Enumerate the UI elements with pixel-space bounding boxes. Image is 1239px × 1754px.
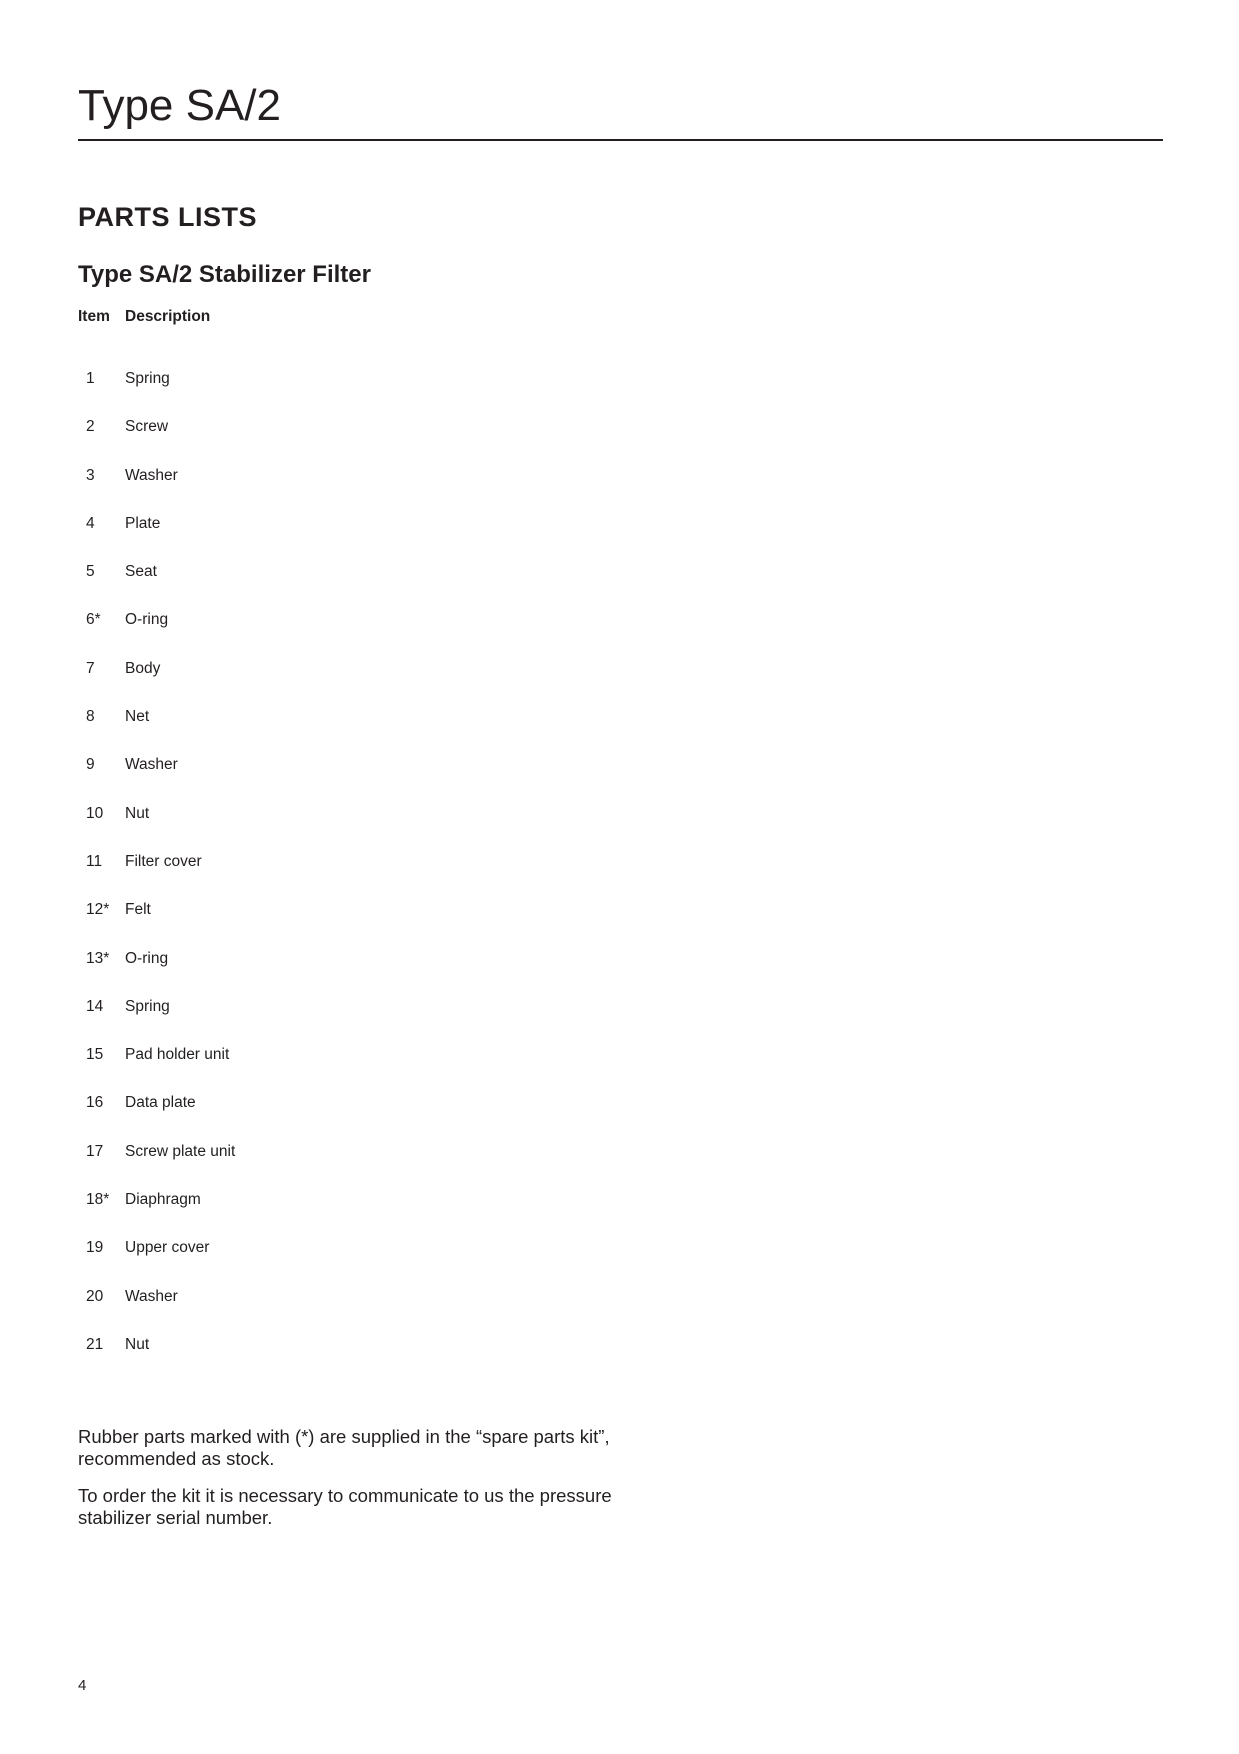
item-description: Body — [125, 659, 161, 677]
item-description: Spring — [125, 370, 170, 387]
item-number: 12* — [86, 901, 110, 919]
item-number: 21 — [86, 1335, 104, 1353]
table-row — [78, 948, 478, 996]
item-description: Washer — [125, 466, 178, 484]
item-number: 11 — [86, 852, 103, 870]
column-header-item: Item — [78, 308, 110, 325]
table-row — [78, 609, 478, 657]
item-number: 15 — [86, 1046, 104, 1064]
item-description: Data plate — [125, 1094, 196, 1112]
item-number: 6* — [86, 611, 101, 629]
item-number: 13* — [86, 949, 110, 967]
item-number: 3 — [86, 466, 95, 484]
item-description: O-ring — [125, 611, 169, 629]
table-row — [78, 561, 478, 609]
item-number: 1 — [86, 370, 95, 387]
subsection-heading: Type SA/2 Stabilizer Filter — [78, 261, 371, 288]
table-row — [78, 368, 478, 416]
table-row — [78, 899, 478, 947]
table-row — [78, 416, 478, 464]
item-number: 14 — [86, 997, 104, 1015]
table-row — [78, 706, 478, 754]
table-row — [78, 1141, 478, 1189]
item-description: Net — [125, 708, 150, 726]
table-row — [78, 1286, 478, 1334]
ordering-note: To order the kit it is necessary to communicate to us the pressure stabilizer serial number. — [78, 1485, 612, 1528]
spare-parts-note: Rubber parts marked with (*) are supplied in the “spare parts kit”, recommended as stock. — [78, 1426, 610, 1469]
item-description: Nut — [125, 804, 150, 822]
item-description: Diaphragm — [125, 1191, 201, 1209]
section-heading: PARTS LISTS — [78, 202, 258, 232]
parts-table-body — [78, 368, 478, 1382]
table-row — [78, 658, 478, 706]
item-description: Screw — [125, 418, 169, 436]
item-description: Screw plate unit — [125, 1142, 236, 1160]
parts-table — [78, 306, 478, 1353]
table-row — [78, 1189, 478, 1237]
table-row — [78, 1237, 478, 1285]
item-description: Nut — [125, 1335, 150, 1353]
item-number: 17 — [86, 1142, 104, 1160]
item-number: 20 — [86, 1287, 104, 1305]
title-divider — [78, 139, 1163, 141]
table-row — [78, 996, 478, 1044]
item-number: 4 — [86, 514, 95, 532]
page-title: Type SA/2 — [78, 81, 282, 130]
item-number: 7 — [86, 659, 95, 677]
item-number: 9 — [86, 756, 95, 774]
table-row — [78, 1334, 478, 1382]
parts-table-header — [78, 306, 478, 328]
item-number: 2 — [86, 418, 95, 436]
table-row — [78, 465, 478, 513]
table-row — [78, 1092, 478, 1140]
table-row — [78, 851, 478, 899]
table-row — [78, 1044, 478, 1092]
page-number: 4 — [78, 1677, 87, 1694]
item-description: Washer — [125, 1287, 178, 1305]
item-number: 16 — [86, 1094, 104, 1112]
table-row — [78, 803, 478, 851]
item-number: 19 — [86, 1239, 104, 1257]
column-header-description: Description — [125, 308, 211, 325]
item-description: Filter cover — [125, 852, 202, 870]
item-number: 8 — [86, 708, 95, 726]
item-number: 18* — [86, 1191, 110, 1209]
item-description: O-ring — [125, 949, 169, 967]
item-description: Felt — [125, 901, 151, 919]
item-number: 5 — [86, 563, 95, 581]
item-description: Upper cover — [125, 1239, 210, 1257]
item-description: Plate — [125, 514, 161, 532]
table-row — [78, 513, 478, 561]
item-description: Seat — [125, 563, 157, 581]
item-description: Spring — [125, 997, 170, 1015]
item-description: Washer — [125, 756, 178, 774]
table-row — [78, 754, 478, 802]
item-number: 10 — [86, 804, 104, 822]
item-description: Pad holder unit — [125, 1046, 230, 1064]
